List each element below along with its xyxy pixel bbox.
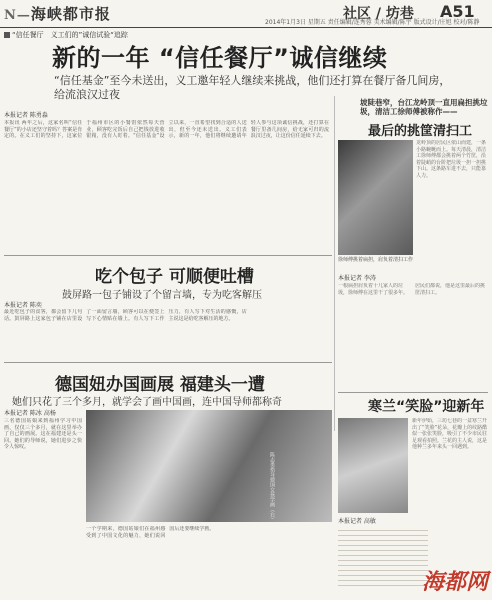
painting-photo-caption: 陈志勇指导德国女孩学画（右） [269,452,275,522]
newspaper-logo: N—海峡都市报 [4,5,111,23]
main-headline: 新的一年 “信任餐厅”诚信继续 [52,44,388,72]
painting-story-headline: 德国妞办国画展 福建头一遭 [55,375,265,395]
right-reporter: 本报记者 李涛 [338,275,376,282]
painting-story-body: 三名德国姑娘来到福州学习中国画，仅仅三个多月，就在这里举办了自己的画展。这在福建还是头一回。她们的导师说，她们进步之快令人惊叹。 [4,418,82,451]
lead-body: 本报讯 两年之后，这家名叫“信任餐厅”的小店还坚守着吗？答案是肯定的。在义工们的坚持下，这家位于福州市区的小餐馆依然每天营业，顾客吃完饭后自己把钱放进收银箱，没有人盯着。“信任基金”设立以来，一直希望找到合适的人送出，但至今还未送出。义工们表示，新的一年，他们将继续邀请年轻人参与这项诚信挑战，还打算在餐厅里备几间房，给无家可归的流浪汉过夜，让这份信任延续下去。 [4,120,329,140]
bun-story-subhead: 鼓屏路一包子铺设了个留言墙，专为吃客解压 [62,290,262,301]
orchid-story-body-lines [338,526,428,590]
kicker-square-icon [4,32,10,38]
orchid-reporter: 本报记者 高敏 [338,518,376,525]
kicker: “信任餐厅 义工们的”诚信试验“追踪 [4,30,128,40]
right-story-body: 龙岭顶的居民区依山而建，一条小路蜿蜒而上。每天清晨，清洁工徐师傅都会挑着两个竹筐，沿着陡峭的台阶把垃圾一担一担挑下山。这条路车进不去，只能靠人力。 [416,140,487,179]
section-rule-2 [4,362,332,363]
date-line: 2014年1月3日 星期五 责任编辑/连秀蓉 美术编辑/陈宇 版式设计/庄旭 校对/陈静 [265,19,480,26]
sanitation-worker-photo [338,140,413,255]
haidu-watermark: 海都网 [421,570,488,595]
lead-reporter: 本报记者 陈勇淼 [4,112,48,119]
bun-story-headline: 吃个包子 可顺便吐槽 [95,267,254,287]
masthead [0,0,492,26]
bun-story-reporter: 本报记者 陈奕 [4,302,42,309]
masthead-rule [0,27,492,28]
painting-story-reporter: 本报记者 陈冰 高杨 [4,410,56,417]
section-name: 社区 / 坊巷 [343,6,414,22]
column-divider [334,96,335,431]
right-rule [338,392,488,393]
orchid-story-body: 新年伊始，三坊七巷的一盆寒兰开出了“笑脸”花朵，花瓣上的纹路酷似一张张笑脸，吸引了不少市民驻足观看拍照。兰花的主人说，这是他种兰多年来头一回遇到。 [412,418,488,451]
right-story-body-2: 一根扁担肩负着十几家人的垃圾，徐师傅在这里干了很多年。居民们都说，他是这里最后的挑筐清扫工。 [338,283,486,296]
page-number: A51 [440,2,475,21]
right-story-kicker: 坡陡巷窄，台江龙岭顶一直用扁担挑垃圾，清洁工徐师傅被称作—— [360,98,488,116]
german-girls-painting-photo [86,410,332,522]
right-story-headline: 最后的挑筐清扫工 [368,124,473,139]
painting-story-body-2: 一个学期来，德国姑娘们在福州感受到了中国文化的魅力，她们说回国后还要继续学画。 [86,526,215,539]
orchid-photo [338,418,408,513]
bun-story-body: 最近吃包子的食客，都会留下几句话。鼓屏路上这家包子铺在店里设了一面留言墙，顾客可以在便签上写下心情贴在墙上。有人写下工作压力，有人写下对生活的感慨，店主说这是给吃客解压的地方。 [4,309,247,322]
main-subhead: “信任基金”至今未送出，义工邀年轻人继续来挑战，他们还打算在餐厅备几间房，给流浪汉过夜 [54,74,451,101]
right-photo-caption: 徐师傅挑着扁担，肩负着清扫工作 [338,257,414,263]
painting-story-subhead: 她们只花了三个多月，就学会了画中国画，连中国导师都称奇 [12,397,282,408]
section-rule [4,255,332,256]
orchid-story-headline: 寒兰“笑脸”迎新年 [368,399,485,415]
